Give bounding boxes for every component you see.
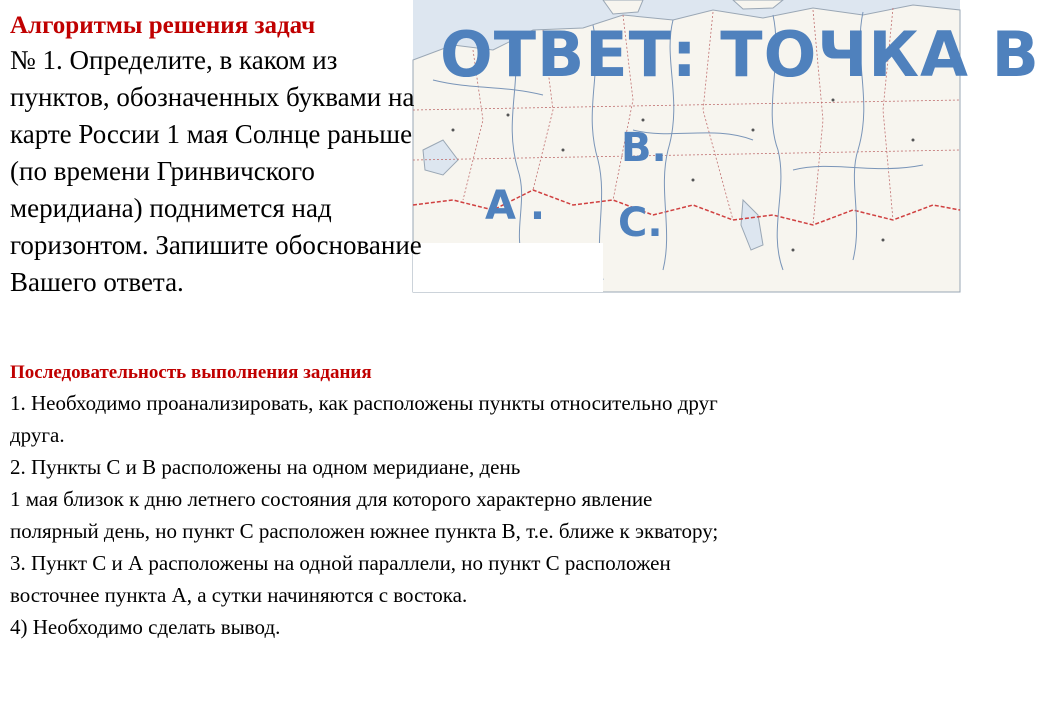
problem-line: № 1. Определите, в каком из [10, 45, 338, 75]
map-point-a: А . [485, 183, 546, 229]
problem-line: меридиана) поднимется над [10, 193, 332, 223]
map-point-c: С. [618, 200, 663, 246]
problem-line: Вашего ответа. [10, 267, 184, 297]
problem-heading: Алгоритмы решения задач [10, 12, 316, 39]
steps-title: Последовательность выполнения задания [10, 362, 372, 383]
answer-title: ОТВЕТ: ТОЧКА В [440, 18, 1040, 91]
problem-statement [10, 10, 510, 301]
step-line: 3. Пункт С и А расположены на одной параллели, но пункт С расположен [10, 551, 671, 575]
problem-line: горизонтом. Запишите обоснование [10, 230, 422, 260]
step-line: полярный день, но пункт С расположен южнее пункта В, т.е. ближе к экватору; [10, 519, 719, 543]
step-line: 4) Необходимо сделать вывод. [10, 615, 281, 639]
map-point-b: В. [621, 125, 667, 171]
problem-line: пунктов, обозначенных буквами на [10, 82, 415, 112]
step-line: друга. [10, 423, 65, 447]
step-line: восточнее пункта А, а сутки начиняются с востока. [10, 583, 468, 607]
problem-line: карте России 1 мая Солнце раньше [10, 119, 413, 149]
solution-steps [10, 359, 950, 643]
step-line: 2. Пункты С и В расположены на одном меридиане, день [10, 455, 521, 479]
step-line: 1. Необходимо проанализировать, как расположены пункты относительно друг [10, 391, 718, 415]
problem-line: (по времени Гринвичского [10, 156, 315, 186]
step-line: 1 мая близок к дню летнего состояния для которого характерно явление [10, 487, 653, 511]
